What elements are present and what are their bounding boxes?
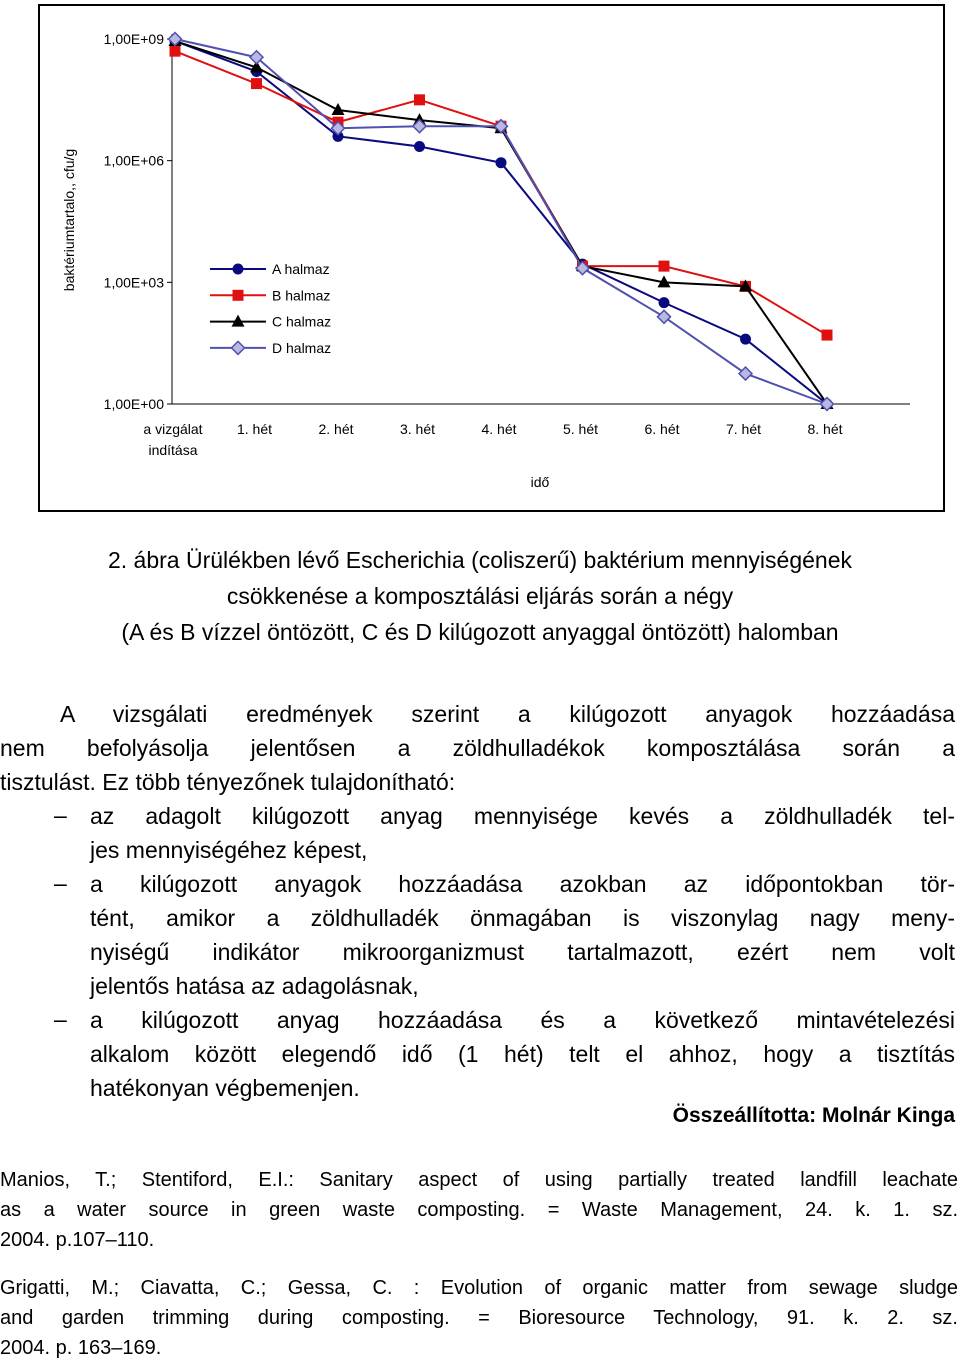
line-chart bbox=[40, 6, 947, 514]
legend-label: C halmaz bbox=[272, 313, 332, 330]
figure-caption-line-1: 2. ábra Ürülékben lévő Escherichia (coliszerű) baktérium mennyiségének bbox=[107, 547, 853, 573]
data-point bbox=[739, 367, 752, 380]
body-text-line: nem befolyásolja jelentősen a zöldhulladékok komposztálása során a bbox=[0, 735, 955, 761]
legend-label: B halmaz bbox=[272, 287, 331, 304]
x-axis-title: idő bbox=[530, 474, 550, 490]
bullet-text-line: a kilúgozott anyagok hozzáadása azokban az időpontokban tör- bbox=[90, 871, 955, 897]
legend-marker bbox=[233, 290, 244, 301]
x-tick-label: 2. hét bbox=[318, 421, 354, 437]
data-point bbox=[332, 103, 345, 115]
data-point bbox=[414, 94, 425, 105]
x-tick-label: 3. hét bbox=[399, 421, 436, 437]
reference-line: Grigatti, M.; Ciavatta, C.; Gessa, C. : Evolution of organic matter from sewage sludge bbox=[0, 1277, 958, 1299]
reference-line: Manios, T.; Stentiford, E.I.: Sanitary aspect of using partially treated landfill leachate bbox=[0, 1169, 958, 1191]
bullet-dash: – bbox=[54, 1006, 67, 1032]
reference-line: 2004. p. 163–169. bbox=[0, 1337, 162, 1359]
bullet-text-line: tént, amikor a zöldhulladék önmagában is viszonylag nagy meny- bbox=[90, 905, 955, 931]
bullet-text-line: a kilúgozott anyag hozzáadása és a következő mintavételezési bbox=[90, 1007, 955, 1033]
x-tick-label: 4. hét bbox=[481, 421, 517, 437]
data-point bbox=[659, 297, 670, 308]
legend-label: D halmaz bbox=[272, 339, 332, 356]
y-tick-label: 1,00E+06 bbox=[103, 152, 164, 169]
bullet-text-line: jelentős hatása az adagolásnak, bbox=[90, 973, 419, 999]
author-credit: Összeállította: Molnár Kinga bbox=[672, 1104, 955, 1127]
x-tick-label: 5. hét bbox=[562, 421, 599, 437]
y-tick-label: 1,00E+09 bbox=[103, 31, 164, 47]
data-point bbox=[251, 78, 262, 89]
bullet-dash: – bbox=[54, 870, 67, 896]
data-point bbox=[659, 261, 670, 272]
figure-chart bbox=[38, 4, 945, 512]
bullet-text-line: az adagolt kilúgozott anyag mennyisége kevés a zöldhulladék tel- bbox=[90, 803, 955, 829]
legend-marker bbox=[233, 264, 244, 275]
y-tick-label: 1,00E+00 bbox=[103, 396, 164, 412]
bullet-text-line: hatékonyan végbemenjen. bbox=[90, 1075, 360, 1101]
data-point bbox=[496, 157, 507, 168]
data-point bbox=[740, 334, 751, 345]
x-tick-label: 8. hét bbox=[807, 421, 843, 437]
legend-marker bbox=[232, 341, 245, 354]
reference-line: 2004. p.107–110. bbox=[0, 1229, 155, 1251]
y-tick-label: 1,00E+03 bbox=[103, 274, 164, 291]
x-tick-label: 7. hét bbox=[725, 421, 762, 437]
data-point bbox=[822, 330, 833, 341]
bullet-text-line: alkalom között elegendő idő (1 hét) telt el ahhoz, hogy a tisztítás bbox=[90, 1041, 955, 1067]
figure-caption-line-3: (A és B vízzel öntözött, C és D kilúgozott anyaggal öntözött) halomban bbox=[121, 619, 839, 645]
reference-line: as a water source in green waste composting. = Waste Management, 24. k. 1. sz. bbox=[0, 1199, 958, 1221]
body-text-line: tisztulást. Ez több tényezőnek tulajdonítható: bbox=[0, 769, 456, 795]
legend-label: A halmaz bbox=[272, 261, 330, 277]
bullet-text-line: jes mennyiségéhez képest, bbox=[90, 837, 368, 863]
data-point bbox=[658, 310, 671, 323]
data-point bbox=[170, 46, 181, 57]
x-tick-label: 1. hét bbox=[236, 421, 273, 437]
y-axis-title: baktériumtartalo,, cfu/g bbox=[61, 148, 77, 292]
reference-line: and garden trimming during composting. = Bioresource Technology, 91. k. 2. sz. bbox=[0, 1307, 958, 1329]
body-text-line: A vizsgálati eredmények szerint a kilúgozott anyagok hozzáadása bbox=[60, 701, 955, 727]
bullet-text-line: nyiségű indikátor mikroorganizmust tartalmazott, ezért nem volt bbox=[90, 939, 955, 965]
x-tick-label: a vizgálat indítása bbox=[143, 421, 203, 458]
bullet-dash: – bbox=[54, 802, 67, 828]
figure-caption-line-2: csökkenése a komposztálási eljárás során a négy bbox=[226, 583, 734, 609]
x-tick-label: 6. hét bbox=[644, 421, 680, 437]
data-point bbox=[414, 141, 425, 152]
